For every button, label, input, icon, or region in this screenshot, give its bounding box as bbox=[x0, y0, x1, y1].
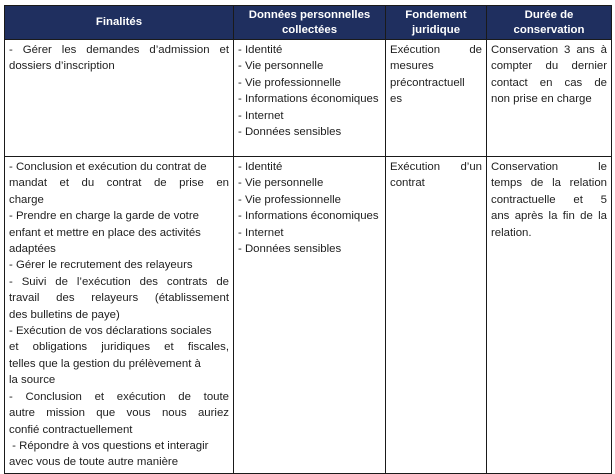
finalite-line: adaptées bbox=[9, 243, 56, 256]
cell-finalites bbox=[5, 40, 234, 157]
duree-line: Conservation le bbox=[491, 161, 607, 173]
finalite-line: travail des relayeurs (établissement bbox=[9, 292, 229, 305]
finalite-line: - Gérer les demandes d’admission et bbox=[9, 44, 229, 56]
cell-duree bbox=[487, 40, 612, 157]
data-processing-table bbox=[4, 5, 612, 474]
cell-fondement bbox=[386, 40, 487, 157]
fondement-line: es bbox=[390, 93, 403, 106]
donnee-item: - Données sensibles bbox=[238, 243, 342, 256]
header-duree: Durée de conservation bbox=[487, 6, 612, 40]
header-donnees: Données personnelles collectées bbox=[234, 6, 386, 40]
duree-line: non prise en charge bbox=[491, 93, 592, 106]
finalite-line: la source bbox=[9, 374, 56, 387]
donnee-item: - Données sensibles bbox=[238, 126, 342, 139]
duree-line: contact en cas de bbox=[491, 76, 607, 89]
finalite-line: - Répondre à vos questions et interagir bbox=[9, 439, 209, 452]
donnee-item: - Internet bbox=[238, 109, 284, 122]
fondement-line: Exécution d’un bbox=[390, 161, 482, 173]
donnee-item: - Vie personnelle bbox=[238, 60, 324, 73]
finalite-line: autre mission que vous nous auriez bbox=[9, 407, 229, 420]
finalite-line: - Gérer le recrutement des relayeurs bbox=[9, 259, 193, 272]
duree-line: ans après la fin de la bbox=[491, 210, 607, 223]
header-fondement: Fondement juridique bbox=[386, 6, 487, 40]
table-row bbox=[5, 157, 612, 474]
donnee-item: - Identité bbox=[238, 161, 283, 173]
finalite-line: - Prendre en charge la garde de votre bbox=[9, 210, 199, 223]
finalite-line: - Suivi de l’exécution des contrats de bbox=[9, 275, 229, 288]
fondement-line: précontractuell bbox=[390, 76, 465, 89]
cell-fondement bbox=[386, 157, 487, 474]
cell-finalites bbox=[5, 157, 234, 474]
donnee-item: - Internet bbox=[238, 226, 284, 239]
donnee-item: - Informations économiques bbox=[238, 210, 379, 223]
cell-duree bbox=[487, 157, 612, 474]
header-finalites: Finalités bbox=[5, 6, 234, 40]
duree-line: temps de la relation bbox=[491, 177, 607, 190]
donnee-item: - Informations économiques bbox=[238, 93, 379, 106]
table-row bbox=[5, 40, 612, 157]
cell-donnees bbox=[234, 40, 386, 157]
duree-line: contractuelle et 5 bbox=[491, 193, 607, 206]
finalite-line: des bulletins de paye) bbox=[9, 308, 120, 321]
finalite-line: confié contractuellement bbox=[9, 423, 133, 436]
fondement-line: Exécution de bbox=[390, 44, 482, 56]
fondement-line: mesures bbox=[390, 60, 434, 73]
duree-line: relation. bbox=[491, 226, 532, 239]
finalite-line: enfant et mettre en place des activités bbox=[9, 226, 201, 239]
finalite-line: - Conclusion et exécution de toute bbox=[9, 390, 229, 403]
duree-line: compter du dernier bbox=[491, 60, 607, 73]
cell-donnees bbox=[234, 157, 386, 474]
donnee-item: - Vie professionnelle bbox=[238, 193, 341, 206]
donnee-item: - Vie professionnelle bbox=[238, 76, 341, 89]
finalite-line: - Conclusion et exécution du contrat de bbox=[9, 161, 207, 173]
duree-line: Conservation 3 ans à bbox=[491, 44, 607, 56]
donnee-item: - Identité bbox=[238, 44, 283, 56]
finalite-line: mandat et du contrat de prise en bbox=[9, 177, 229, 190]
finalite-line: telles que la gestion du prélèvement à bbox=[9, 357, 201, 370]
table-header-row bbox=[5, 6, 612, 40]
finalite-line: avec vous de toute autre manière bbox=[9, 456, 179, 469]
donnee-item: - Vie personnelle bbox=[238, 177, 324, 190]
finalite-line: dossiers d’inscription bbox=[9, 60, 115, 73]
finalite-line: charge bbox=[9, 193, 44, 206]
finalite-line: et obligations juridiques et fiscales, bbox=[9, 341, 229, 354]
finalite-line: - Exécution de vos déclarations sociales bbox=[9, 325, 212, 338]
fondement-line: contrat bbox=[390, 177, 425, 190]
